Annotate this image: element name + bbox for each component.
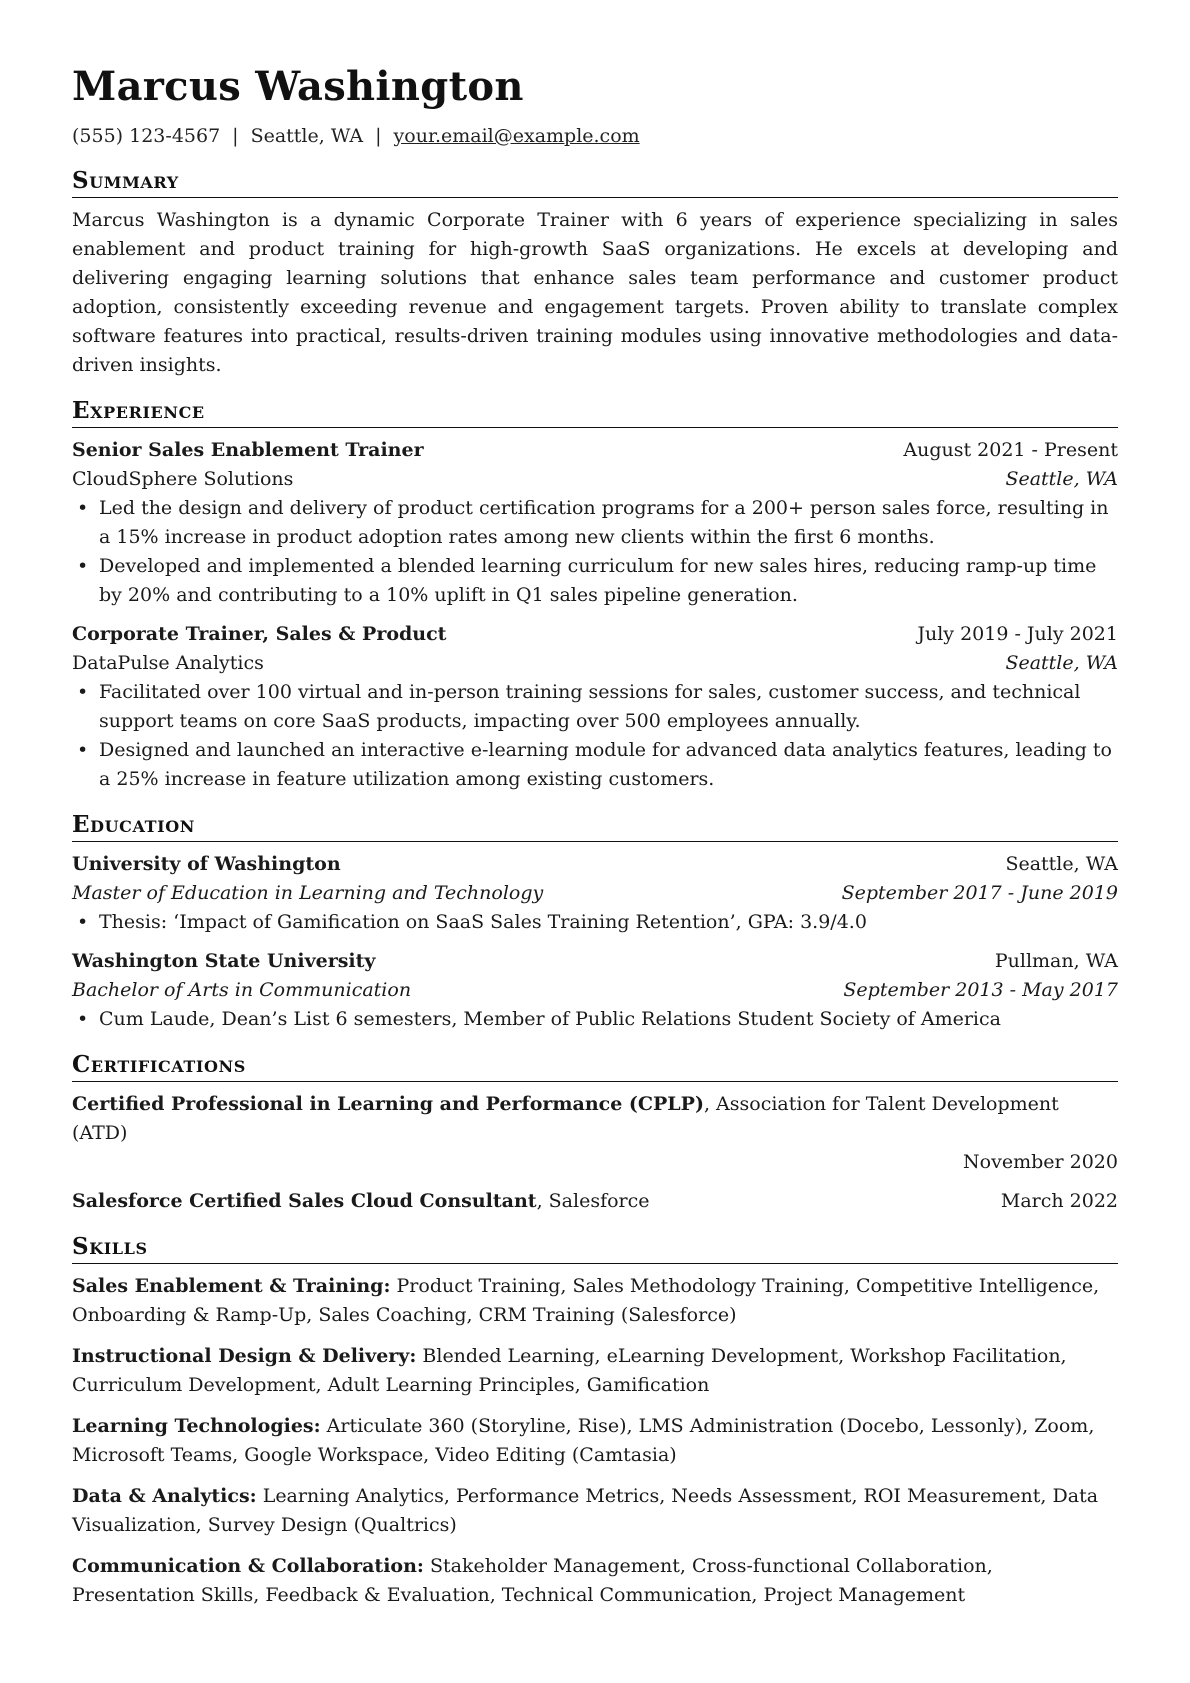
section-heading: Skills [72,1232,1118,1264]
list-item: • Designed and launched an interactive e-learning module for advanced data analytics features, leading to a 25% increase in feature utilization among existing customers. [99,736,1118,794]
education-entry [72,850,1118,937]
candidate-name: Marcus Washington [72,63,524,110]
skill-label: Sales Enablement & Training: [72,1275,391,1297]
contact-line [72,122,1118,150]
certifications-section [72,1050,1118,1216]
education-bullets [72,908,1118,937]
job-dates: August 2021 - Present [903,439,1118,461]
summary-text: Marcus Washington is a dynamic Corporate Trainer with 6 years of experience specializing in sales enablement and product training for high-growth SaaS organizations. He excels at developing and delivering engaging learning solutions that enhance sales team performance and customer product adoption, consistently exceeding revenue and engagement targets. Proven ability to translate complex software features into practical, results-driven training modules using innovative methodologies and data-driven insights. [72,209,1118,376]
list-item: • Facilitated over 100 virtual and in-person training sessions for sales, customer success, and technical support teams on core SaaS products, impacting over 500 employees annually. [99,678,1118,736]
certification-name: Salesforce Certified Sales Cloud Consultant [72,1190,537,1212]
skill-group [72,1342,1118,1400]
job-entry [72,436,1118,610]
job-role: Senior Sales Enablement Trainer [72,439,424,461]
experience-section [72,396,1118,794]
certification-issuer: , Association for Talent Development (ATD) [72,1093,1059,1144]
section-heading: Experience [72,396,1118,428]
job-company: CloudSphere Solutions [72,468,294,490]
skill-label: Instructional Design & Delivery: [72,1345,417,1367]
certification-entry [72,1090,1118,1177]
school-location: Seattle, WA [1005,853,1118,875]
skill-group [72,1272,1118,1330]
list-item: • Cum Laude, Dean’s List 6 semesters, Member of Public Relations Student Society of America [99,1005,1118,1034]
skill-label: Learning Technologies: [72,1415,321,1437]
job-bullets [72,494,1118,610]
job-entry [72,620,1118,794]
education-dates: September 2017 - June 2019 [841,882,1118,904]
job-location: Seattle, WA [1005,652,1118,674]
job-company: DataPulse Analytics [72,652,264,674]
job-role: Corporate Trainer, Sales & Product [72,623,447,645]
skill-items: Stakeholder Management, Cross-functional Collaboration, Presentation Skills, Feedback & Evaluation, Technical Communication, Project Management [72,1555,993,1606]
list-item: • Thesis: ‘Impact of Gamification on SaaS Sales Training Retention’, GPA: 3.9/4.0 [99,908,1118,937]
certification-date: November 2020 [963,1151,1118,1173]
skill-label: Communication & Collaboration: [72,1555,424,1577]
degree: Master of Education in Learning and Technology [72,882,544,904]
skills-section [72,1232,1118,1610]
degree: Bachelor of Arts in Communication [72,979,412,1001]
school-location: Pullman, WA [994,950,1118,972]
contact-separator: | [375,125,382,147]
education-dates: September 2013 - May 2017 [843,979,1118,1001]
certification-name: Certified Professional in Learning and Performance (CPLP) [72,1093,704,1115]
skill-items: Product Training, Sales Methodology Training, Competitive Intelligence, Onboarding & Ramp-Up, Sales Coaching, CRM Training (Salesforce) [72,1275,1100,1326]
skill-group [72,1482,1118,1540]
certification-issuer: , Salesforce [536,1190,650,1212]
skill-label: Data & Analytics: [72,1485,257,1507]
skill-items: Learning Analytics, Performance Metrics, Needs Assessment, ROI Measurement, Data Visualization, Survey Design (Qualtrics) [72,1485,1099,1536]
summary-section [72,166,1118,380]
email-link[interactable]: your.email@example.com [393,125,640,147]
school-name: University of Washington [72,853,341,875]
skill-group [72,1412,1118,1470]
certification-date: March 2022 [1000,1190,1118,1212]
job-location: Seattle, WA [1005,468,1118,490]
skill-items: Articulate 360 (Storyline, Rise), LMS Administration (Docebo, Lessonly), Zoom, Microsoft Teams, Google Workspace, Video Editing (Camtasia) [72,1415,1095,1466]
skill-group [72,1552,1118,1610]
job-bullets [72,678,1118,794]
contact-separator: | [232,125,239,147]
phone: (555) 123-4567 [72,125,221,147]
section-heading: Certifications [72,1050,1118,1082]
education-entry [72,947,1118,1034]
skill-items: Blended Learning, eLearning Development, Workshop Facilitation, Curriculum Development, Adult Learning Principles, Gamification [72,1345,1067,1396]
section-heading: Education [72,810,1118,842]
list-item: • Developed and implemented a blended learning curriculum for new sales hires, reducing ramp-up time by 20% and contributing to a 10% uplift in Q1 sales pipeline generation. [99,552,1118,610]
section-heading: Summary [72,166,1118,198]
job-dates: July 2019 - July 2021 [917,623,1118,645]
list-item: • Led the design and delivery of product certification programs for a 200+ person sales force, resulting in a 15% increase in product adoption rates among new clients within the first 6 months. [99,494,1118,552]
location: Seattle, WA [250,125,364,147]
education-section [72,810,1118,1034]
school-name: Washington State University [72,950,376,972]
education-bullets [72,1005,1118,1034]
certification-entry [72,1187,1118,1216]
